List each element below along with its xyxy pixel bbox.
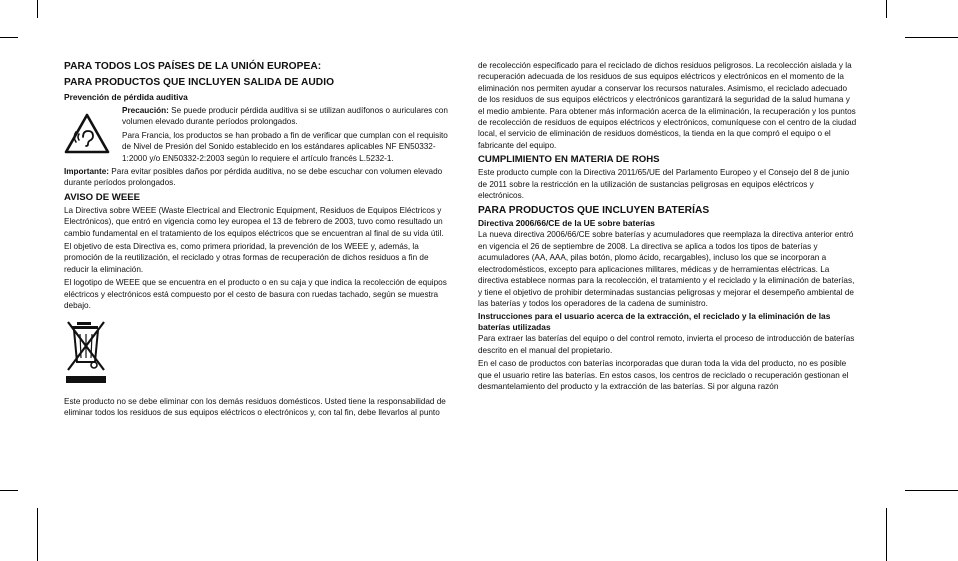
- crop-mark: [0, 37, 18, 38]
- important-text: Para evitar posibles daños por pérdida auditiva, no se debe escuchar con volumen elevado durante períodos prolongados.: [64, 167, 443, 188]
- heading-eu-countries: PARA TODOS LOS PAÍSES DE LA UNIÓN EUROPEA:: [64, 61, 322, 72]
- right-column: [478, 60, 858, 394]
- crop-mark: [37, 508, 38, 561]
- important-label: Importante:: [64, 167, 110, 177]
- caution-paragraph: [122, 105, 448, 128]
- battery-products-heading: PARA PRODUCTOS QUE INCLUYEN BATERÍAS: [478, 205, 710, 217]
- crop-mark: [886, 0, 887, 18]
- hearing-warning-text: [122, 105, 448, 166]
- battery-instructions-title: Instrucciones para el usuario acerca de la extracción, el reciclado y la eliminación de las baterías utilizadas: [478, 311, 831, 333]
- weee-paragraph-2: El objetivo de esta Directiva es, como primera prioridad, la prevención de los WEEE y, además, la promoción de la reutilización, el reciclado y otras formas de recuperación de dichos residuos a fin de reducir la eliminación.: [64, 242, 429, 274]
- weee-paragraph-4: Este producto no se debe eliminar con los demás residuos domésticos. Usted tiene la responsabilidad de eliminar todos los residuos de sus equipos eléctricos o electrónicos y, con tal fin, debe llevarlos al punto: [64, 396, 446, 417]
- crop-mark: [0, 490, 18, 491]
- caution-text: Se puede producir pérdida auditiva si se utilizan audífonos o auriculares con volumen elevado durante períodos prolongados.: [122, 106, 448, 127]
- weee-paragraph-1: La Directiva sobre WEEE (Waste Electrical and Electronic Equipment, Residuos de Equipos Eléctricos y Electrónicos), que entró en vigencia como ley europea el 13 de febrero de 2003, tuvo como resultado un cambio fundamental en el tratamiento de los equipos eléctricos que se encuentran al final de su vida útil.: [64, 205, 444, 238]
- caution-label: Precaución:: [122, 106, 169, 115]
- crop-mark: [886, 508, 887, 561]
- battery-directive-title: Directiva 2006/66/CE de la UE sobre baterías: [478, 218, 655, 229]
- weee-heading: AVISO DE WEEE: [64, 191, 141, 203]
- france-paragraph: Para Francia, los productos se han probado a fin de verificar que cumplan con el requisito de Nivel de Presión del Sonido establecido en los estándares aplicables NF EN50332-1:2000 y/o EN50332-2:2003 según lo requiere el artículo francés L.5232-1.: [122, 130, 448, 163]
- crop-mark: [37, 0, 38, 18]
- important-paragraph: [64, 166, 448, 189]
- left-column: [64, 60, 448, 420]
- battery-instructions-paragraph-1: Para extraer las baterías del equipo o del control remoto, invierta el proceso de introducción de baterías descrito en el manual del propietario.: [478, 334, 855, 355]
- hearing-loss-title: Prevención de pérdida auditiva: [64, 92, 188, 102]
- battery-instructions-paragraph-2: En el caso de productos con baterías incorporadas que duran toda la vida del producto, no es posible que el usuario retire las baterías. En estos casos, los centros de reciclado o recuperación gestionan el desmantelamiento del producto y la extracción de las baterías. Si por alguna razón: [478, 359, 849, 391]
- weee-paragraph-3: El logotipo de WEEE que se encuentra en el producto o en su caja y que indica la recolección de equipos eléctricos y electrónicos está compuesto por el cesto de basura con ruedas tachado, según se muestra debajo.: [64, 278, 447, 311]
- weee-continued-paragraph: de recolección especificado para el reciclado de dichos residuos peligrosos. La recolección aislada y la recuperación adecuada de los residuos de sus equipos eléctricos y electrónicos en el momento de la eliminación nos permiten ayudar a conservar los recursos naturales. Asimismo, el reciclado adecuado de los residuos de sus equipos eléctricos y electrónicos garantizará la seguridad de la salud humana y el medio ambiente. Para obtener más información acerca de la eliminación, la recuperación y los puntos de recolección de residuos de equipos eléctricos y electrónicos, comuníquese con el centro de la ciudad local, el servicio de eliminación de residuos domésticos, la tienda en la que compró el equipo o el fabricante del equipo.: [478, 61, 857, 150]
- crop-mark: [905, 490, 958, 491]
- heading-audio-products: PARA PRODUCTOS QUE INCLUYEN SALIDA DE AUDIO: [64, 77, 335, 88]
- crop-mark: [905, 37, 958, 38]
- hearing-warning-block: [64, 105, 448, 166]
- rohs-paragraph: Este producto cumple con la Directiva 2011/65/UE del Parlamento Europeo y el Consejo del 8 de junio de 2011 sobre la restricción en la utilización de sustancias peligrosas en equipos eléctricos y electrónicos.: [478, 168, 850, 201]
- rohs-heading: CUMPLIMIENTO EN MATERIA DE ROHS: [478, 154, 660, 166]
- hearing-warning-icon: [64, 105, 122, 166]
- weee-crossed-bin-icon: [64, 318, 108, 388]
- battery-directive-paragraph: La nueva directiva 2006/66/CE sobre baterías y acumuladores que reemplaza la directiva anterior entró en vigencia el 26 de septiembre de 2008. La directiva se aplica a todos los tipos de baterías y acumuladores (AA, AAA, pilas botón, plomo ácido, recargables), incluso los que se incorporan a electrodomésticos, excepto para aplicaciones militares, médicas y de herramientas eléctricas. La directiva establece normas para la recolección, el tratamiento y el reciclado y la eliminación de baterías, y tiene el objetivo de prohibir determinadas sustancias peligrosas y mejorar el desempeño ambiental de las baterías y todos los operadores de la cadena de suministro.: [478, 230, 855, 308]
